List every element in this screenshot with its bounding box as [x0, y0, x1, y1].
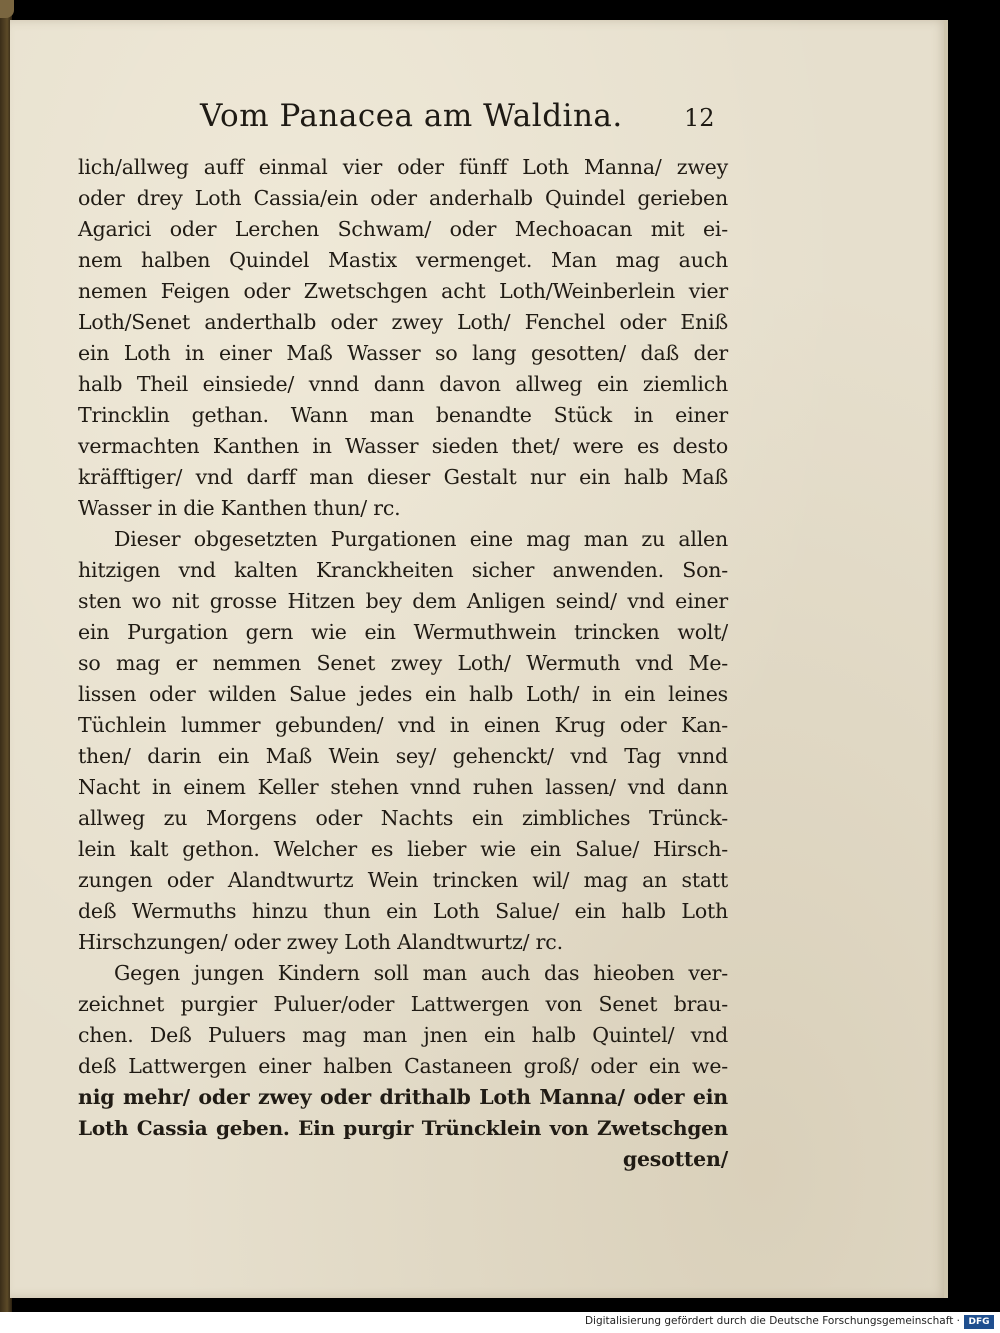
- text-line: nig mehr/ oder zwey oder drithalb Loth Manna/ oder ein: [78, 1085, 728, 1109]
- page-header: [200, 98, 720, 150]
- text-line: then/ darin ein Maß Wein sey/ gehenckt/ vnd Tag vnnd: [78, 744, 728, 768]
- paragraph-start: Dieser obgesetzten Purgationen eine mag man zu allen: [114, 527, 728, 551]
- text-line: halb Theil einsiede/ vnnd dann davon allweg ein ziemlich: [78, 372, 728, 396]
- text-line: lein kalt gethon. Welcher es lieber wie ein Salue/ Hirsch-: [78, 837, 728, 861]
- funding-credit: Digitalisierung gefördert durch die Deutsche Forschungsgemeinschaft ·: [584, 1315, 960, 1327]
- text-line: Hirschzungen/ oder zwey Loth Alandtwurtz/ rc.: [78, 930, 563, 954]
- text-line: oder drey Loth Cassia/ein oder anderhalb Quindel gerieben: [78, 186, 728, 210]
- catchword: gesotten/: [622, 1147, 728, 1171]
- text-line: Loth Cassia geben. Ein purgir Trüncklein von Zwetschgen: [78, 1116, 728, 1140]
- page-edge: [944, 20, 948, 1298]
- text-line: nemen Feigen oder Zwetschgen acht Loth/Weinberlein vier: [78, 279, 728, 303]
- text-line: Trincklin gethan. Wann man benandte Stück in einer: [78, 403, 728, 427]
- text-line: ein Loth in einer Maß Wasser so lang gesotten/ daß der: [78, 341, 728, 365]
- text-line: hitzigen vnd kalten Kranckheiten sicher anwenden. Son-: [78, 558, 728, 582]
- digitization-footer: [0, 1312, 1000, 1333]
- text-line: deß Lattwergen einer halben Castaneen groß/ oder ein we-: [78, 1054, 728, 1078]
- text-line: so mag er nemmen Senet zwey Loth/ Wermuth vnd Me-: [78, 651, 728, 675]
- text-line: vermachten Kanthen in Wasser sieden thet/ were es desto: [78, 434, 728, 458]
- text-line: Tüchlein lummer gebunden/ vnd in einen Krug oder Kan-: [78, 713, 728, 737]
- text-line: lich/allweg auff einmal vier oder fünff Loth Manna/ zwey: [78, 155, 728, 179]
- text-line: Loth/Senet anderthalb oder zwey Loth/ Fenchel oder Eniß: [78, 310, 728, 334]
- text-line: chen. Deß Puluers mag man jnen ein halb Quintel/ vnd: [78, 1023, 728, 1047]
- text-line: ein Purgation gern wie ein Wermuthwein trincken wolt/: [78, 620, 728, 644]
- paragraph-start: Gegen jungen Kindern soll man auch das hieoben ver-: [114, 961, 728, 985]
- text-line: sten wo nit grosse Hitzen bey dem Anligen seind/ vnd einer: [78, 589, 728, 613]
- text-line: kräfftiger/ vnd darff man dieser Gestalt nur ein halb Maß: [78, 465, 728, 489]
- text-line: zungen oder Alandtwurtz Wein trincken wil/ mag an statt: [78, 868, 728, 892]
- page-sheet: [10, 20, 948, 1298]
- dfg-logo-icon: DFG: [964, 1315, 994, 1329]
- text-line: Nacht in einem Keller stehen vnnd ruhen lassen/ vnd dann: [78, 775, 728, 799]
- text-line: Wasser in die Kanthen thun/ rc.: [78, 496, 401, 520]
- text-line: lissen oder wilden Salue jedes ein halb Loth/ in ein leines: [78, 682, 728, 706]
- body-text: [78, 152, 728, 1175]
- text-line: Agarici oder Lerchen Schwam/ oder Mechoacan mit ei-: [78, 217, 728, 241]
- page-number: 12: [684, 104, 715, 132]
- text-line: allweg zu Morgens oder Nachts ein zimbliches Trünck-: [78, 806, 728, 830]
- text-line: deß Wermuths hinzu thun ein Loth Salue/ ein halb Loth: [78, 899, 728, 923]
- corner-clip: [0, 0, 14, 18]
- running-head: Vom Panacea am Waldina.: [200, 98, 623, 134]
- text-line: zeichnet purgier Puluer/oder Lattwergen von Senet brau-: [78, 992, 728, 1016]
- text-line: nem halben Quindel Mastix vermenget. Man mag auch: [78, 248, 728, 272]
